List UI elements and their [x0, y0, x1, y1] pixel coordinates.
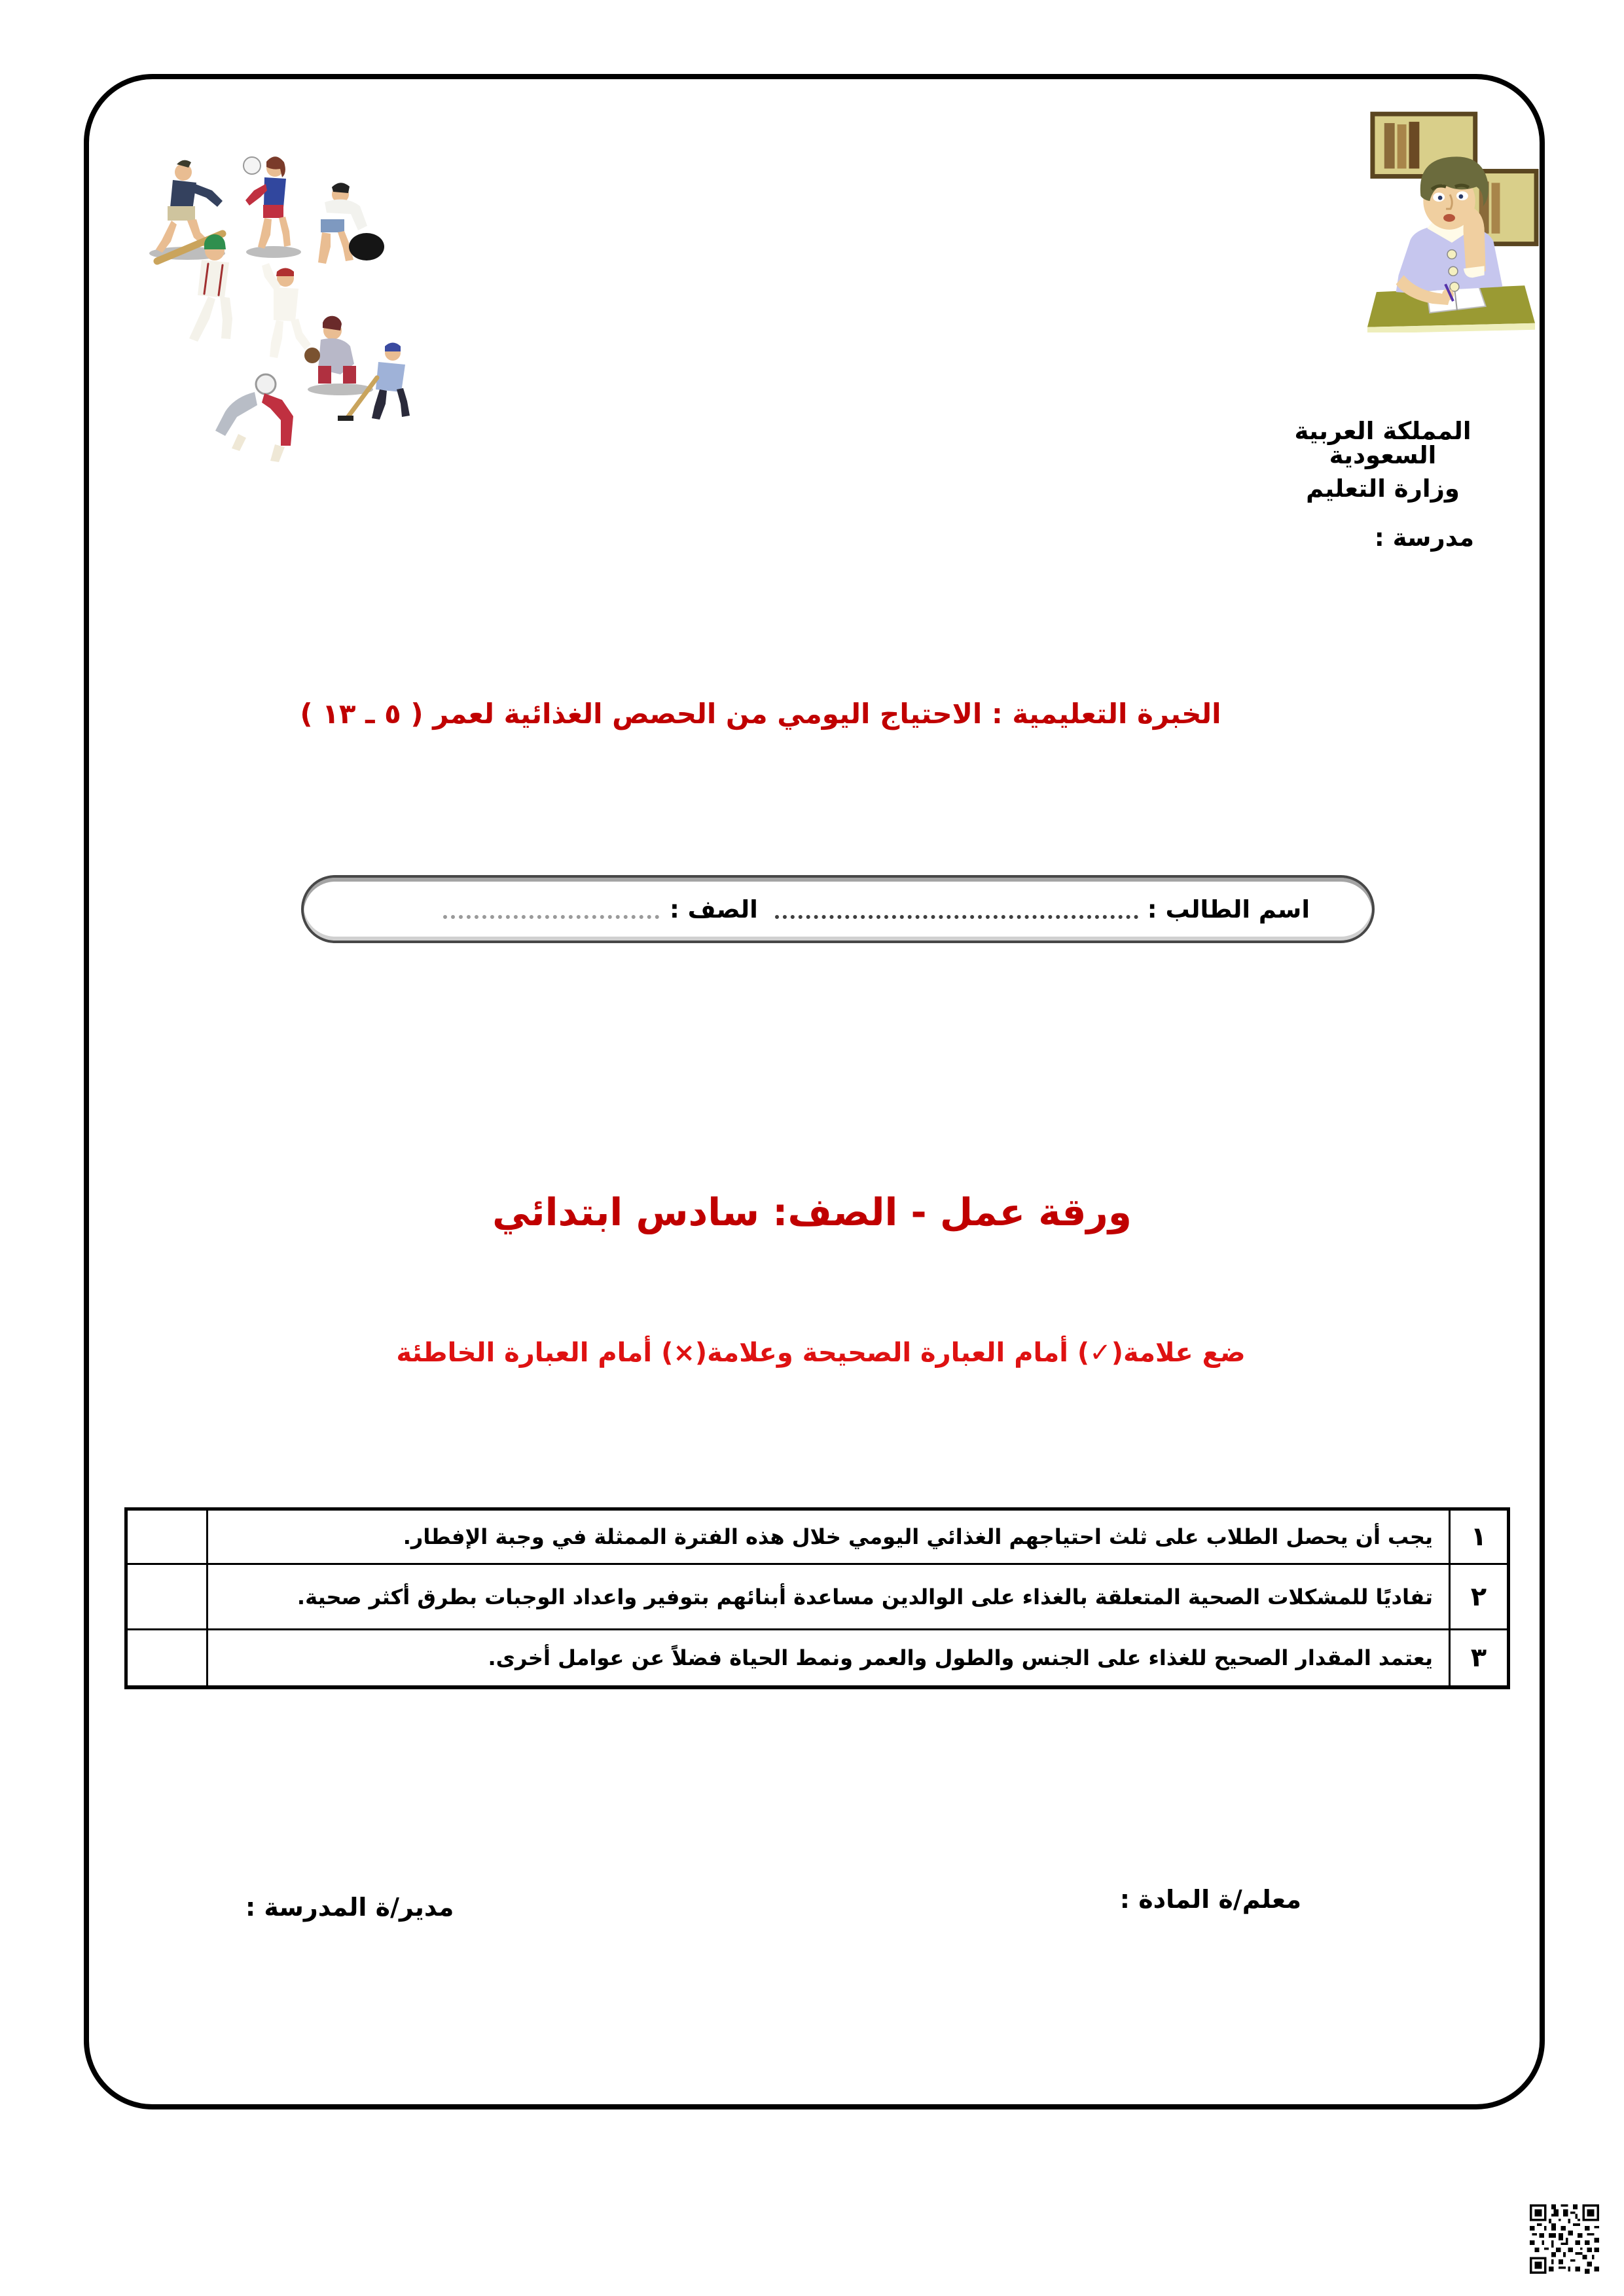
table-row: [126, 1564, 1509, 1630]
worksheet-title: ورقة عمل - الصف: سادس ابتدائي: [492, 1190, 1132, 1234]
answer-cell[interactable]: [126, 1564, 208, 1630]
country-title: المملكة العربية السعودية: [1294, 417, 1471, 469]
table-row: [126, 1630, 1509, 1687]
class-label: الصف :: [670, 895, 758, 924]
qr-code: [1530, 2204, 1599, 2274]
statements-table: [124, 1507, 1510, 1689]
table-row: [126, 1509, 1509, 1564]
instruction-line: ضع علامة(✓) أمام العبارة الصحيحة وعلامة(×) أمام العبارة الخاطئة: [396, 1338, 1246, 1368]
teacher-label: معلم/ة المادة :: [1119, 1885, 1301, 1914]
statement-text: تفاديًا للمشكلات الصحية المتعلقة بالغذاء على الوالدين مساعدة أبنائهم بتوفير واعداد الوجبات بطرق أكثر صحية.: [208, 1564, 1450, 1630]
statement-text: يجب أن يحصل الطلاب على ثلث احتياجهم الغذائي اليومي خلال هذه الفترة الممثلة في وجبة الإفطار.: [208, 1509, 1450, 1564]
student-info-box: [301, 875, 1375, 943]
answer-cell[interactable]: [126, 1630, 208, 1687]
student-name-label: اسم الطالب :: [1147, 895, 1310, 924]
answer-cell[interactable]: [126, 1509, 208, 1564]
principal-label: مدير/ة المدرسة :: [245, 1893, 454, 1922]
school-label: مدرسة :: [1374, 524, 1474, 552]
ministry-title: وزارة التعليم: [1306, 475, 1460, 503]
student-name-field[interactable]: [775, 915, 1138, 919]
lesson-topic: الخبرة التعليمية : الاحتياج اليومي من الحصص الغذائية لعمر ( ٥ ـ ١٣ ): [300, 698, 1221, 730]
statement-text: يعتمد المقدار الصحيح للغذاء على الجنس والطول والعمر ونمط الحياة فضلاً عن عوامل أخرى.: [208, 1630, 1450, 1687]
row-number: ٢: [1450, 1564, 1509, 1630]
row-number: ١: [1450, 1509, 1509, 1564]
document-header: [1254, 419, 1512, 550]
sports-athletes-clipart: [110, 121, 424, 468]
row-number: ٣: [1450, 1630, 1509, 1687]
student-studying-clipart: [1365, 98, 1540, 332]
class-field[interactable]: [443, 915, 659, 919]
